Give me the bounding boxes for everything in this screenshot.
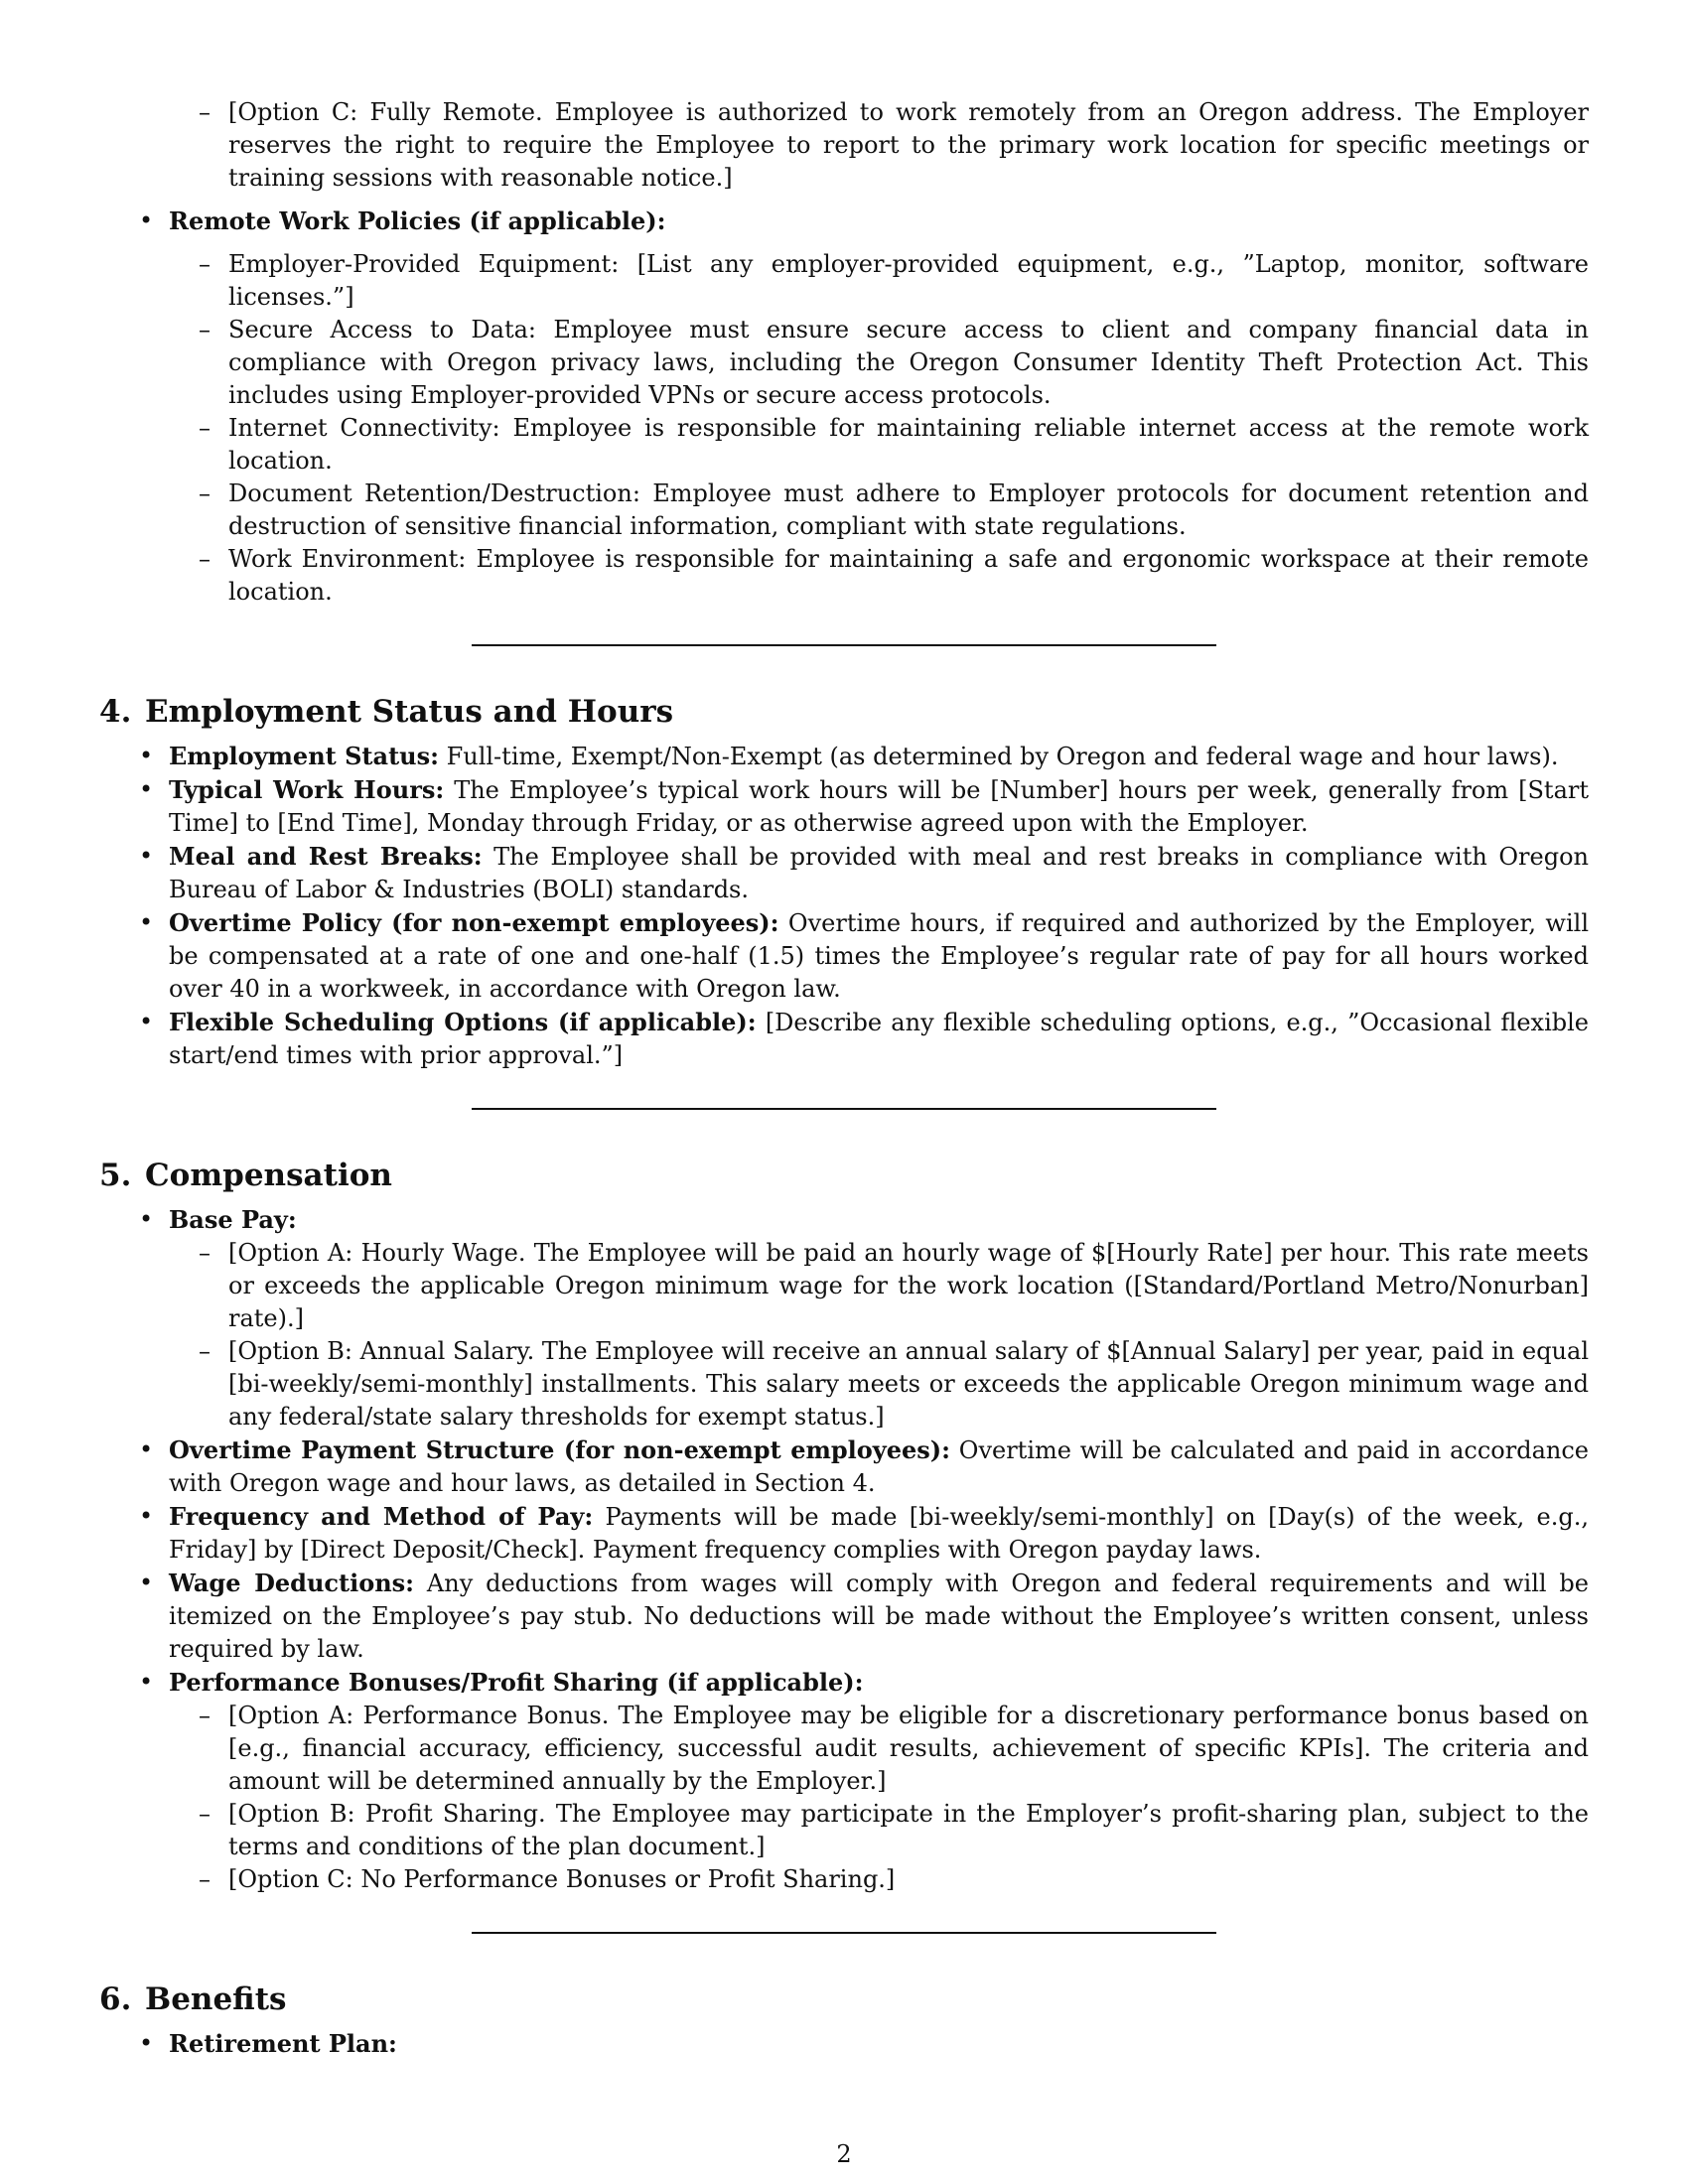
section-4-list	[99, 740, 1589, 1072]
option-c-fully-remote: – [Option C: Fully Remote. Employee is authorized to work remotely from an Oregon address. The Employer reserves the right to require the Employee to report to the primary work location for specific meetings or training sessions with reasonable notice.]	[99, 96, 1589, 195]
policy-document-retention: – Document Retention/Destruction: Employee must adhere to Employer protocols for document retention and destruction of sensitive financial information, compliant with state regulations.	[169, 478, 1589, 543]
section-4-heading	[99, 692, 1589, 732]
bonus-option-c: – [Option C: No Performance Bonuses or Profit Sharing.]	[169, 1863, 1589, 1896]
bonus-option-a: – [Option A: Performance Bonus. The Employee may be eligible for a discretionary performance bonus based on [e.g., financial accuracy, efficiency, successful audit results, achievement of specific KPIs]. The criteria and amount will be determined annually by the Employer.]	[169, 1700, 1589, 1798]
remote-policy-list	[169, 248, 1589, 609]
work-location-options	[99, 96, 1589, 195]
policy-equipment: – Employer-Provided Equipment: [List any employer-provided equipment, e.g., ”Laptop, monitor, software licenses.”]	[169, 248, 1589, 314]
page-content	[99, 96, 1589, 2061]
typical-work-hours-label: Typical Work Hours:	[169, 775, 445, 804]
wage-deductions-label: Wage Deductions:	[169, 1569, 415, 1597]
base-pay-option-b: – [Option B: Annual Salary. The Employee will receive an annual salary of $[Annual Salary] per year, paid in equal [bi-weekly/semi-monthly] installments. This salary meets or exceeds the applicable Oregon minimum wage and any federal/state salary thresholds for exempt status.]	[169, 1335, 1589, 1433]
section-6-title: Benefits	[145, 1981, 287, 2017]
section-5-list	[99, 1203, 1589, 1896]
section-6-number: 6.	[99, 1981, 132, 2017]
remote-work-list	[99, 205, 1589, 609]
meal-rest-breaks-text: The Employee shall be provided with meal and rest breaks in compliance with Oregon Bureau of Labor & Industries (BOLI) standards.	[169, 843, 1589, 903]
section-4-number: 4.	[99, 694, 132, 730]
policy-work-environment: – Work Environment: Employee is responsible for maintaining a safe and ergonomic workspace at their remote location.	[169, 543, 1589, 609]
employment-status	[99, 740, 1589, 773]
policy-internet: – Internet Connectivity: Employee is responsible for maintaining reliable internet access at the remote work location.	[169, 412, 1589, 478]
section-divider	[472, 1108, 1216, 1110]
frequency-method-of-pay	[99, 1500, 1589, 1567]
section-5-number: 5.	[99, 1158, 132, 1193]
remote-work-policies	[99, 205, 1589, 609]
frequency-method-label: Frequency and Method of Pay:	[169, 1502, 594, 1531]
overtime-payment-structure	[99, 1433, 1589, 1500]
performance-bonuses-label: Performance Bonuses/Profit Sharing (if applicable):	[169, 1668, 864, 1697]
section-divider	[472, 644, 1216, 646]
meal-rest-breaks	[99, 840, 1589, 906]
base-pay	[99, 1203, 1589, 1433]
employment-status-text: Full-time, Exempt/Non-Exempt (as determined by Oregon and federal wage and hour laws).	[438, 743, 1559, 770]
bonus-option-b: – [Option B: Profit Sharing. The Employee may participate in the Employer’s profit-sharing plan, subject to the terms and conditions of the plan document.]	[169, 1798, 1589, 1863]
base-pay-label: Base Pay:	[169, 1205, 297, 1234]
wage-deductions-text: Any deductions from wages will comply with Oregon and federal requirements and will be itemized on the Employee’s pay stub. No deductions will be made without the Employee’s written consent, unless required by law.	[169, 1570, 1590, 1663]
section-divider	[472, 1932, 1216, 1934]
overtime-payment-label: Overtime Payment Structure (for non-exempt employees):	[169, 1435, 950, 1464]
overtime-policy-text: Overtime hours, if required and authorized by the Employer, will be compensated at a rate of one and one-half (1.5) times the Employee’s regular rate of pay for all hours worked over 40 in a workweek, in accordance with Oregon law.	[169, 909, 1589, 1003]
retirement-plan	[99, 2027, 1589, 2061]
section-4-title: Employment Status and Hours	[145, 694, 674, 730]
section-6-list	[99, 2027, 1589, 2061]
policy-secure-access: – Secure Access to Data: Employee must ensure secure access to client and company financial data in compliance with Oregon privacy laws, including the Oregon Consumer Identity Theft Protection Act. This includes using Employer-provided VPNs or secure access protocols.	[169, 314, 1589, 412]
base-pay-options	[169, 1237, 1589, 1433]
employment-status-label: Employment Status:	[169, 742, 439, 770]
bonus-options	[169, 1700, 1589, 1896]
base-pay-option-a: – [Option A: Hourly Wage. The Employee will be paid an hourly wage of $[Hourly Rate] per hour. This rate meets or exceeds the applicable Oregon minimum wage for the work location ([Standard/Portland Metro/Nonurban] rate).]	[169, 1237, 1589, 1335]
overtime-policy-label: Overtime Policy (for non-exempt employees):	[169, 908, 779, 937]
overtime-policy	[99, 906, 1589, 1006]
meal-rest-breaks-label: Meal and Rest Breaks:	[169, 842, 483, 871]
frequency-method-text: Payments will be made [bi-weekly/semi-monthly] on [Day(s) of the week, e.g., Friday] by [Direct Deposit/Check]. Payment frequency complies with Oregon payday laws.	[169, 1503, 1590, 1564]
performance-bonuses	[99, 1666, 1589, 1896]
flexible-scheduling	[99, 1006, 1589, 1072]
wage-deductions	[99, 1567, 1589, 1666]
overtime-payment-text: Overtime will be calculated and paid in accordance with Oregon wage and hour laws, as detailed in Section 4.	[169, 1436, 1590, 1497]
remote-work-policies-label: Remote Work Policies (if applicable):	[169, 206, 666, 235]
section-5-heading	[99, 1156, 1589, 1195]
typical-work-hours-text: The Employee’s typical work hours will be [Number] hours per week, generally from [Start Time] to [End Time], Monday through Friday, or as otherwise agreed upon with the Employer.	[169, 776, 1589, 837]
page-number: 2	[836, 2140, 852, 2168]
retirement-plan-label: Retirement Plan:	[169, 2029, 397, 2058]
flexible-scheduling-text: [Describe any flexible scheduling options, e.g., ”Occasional flexible start/end times with prior approval.”]	[169, 1009, 1589, 1069]
section-5-title: Compensation	[145, 1158, 392, 1193]
section-6-heading	[99, 1979, 1589, 2019]
flexible-scheduling-label: Flexible Scheduling Options (if applicable):	[169, 1008, 757, 1036]
typical-work-hours	[99, 773, 1589, 840]
